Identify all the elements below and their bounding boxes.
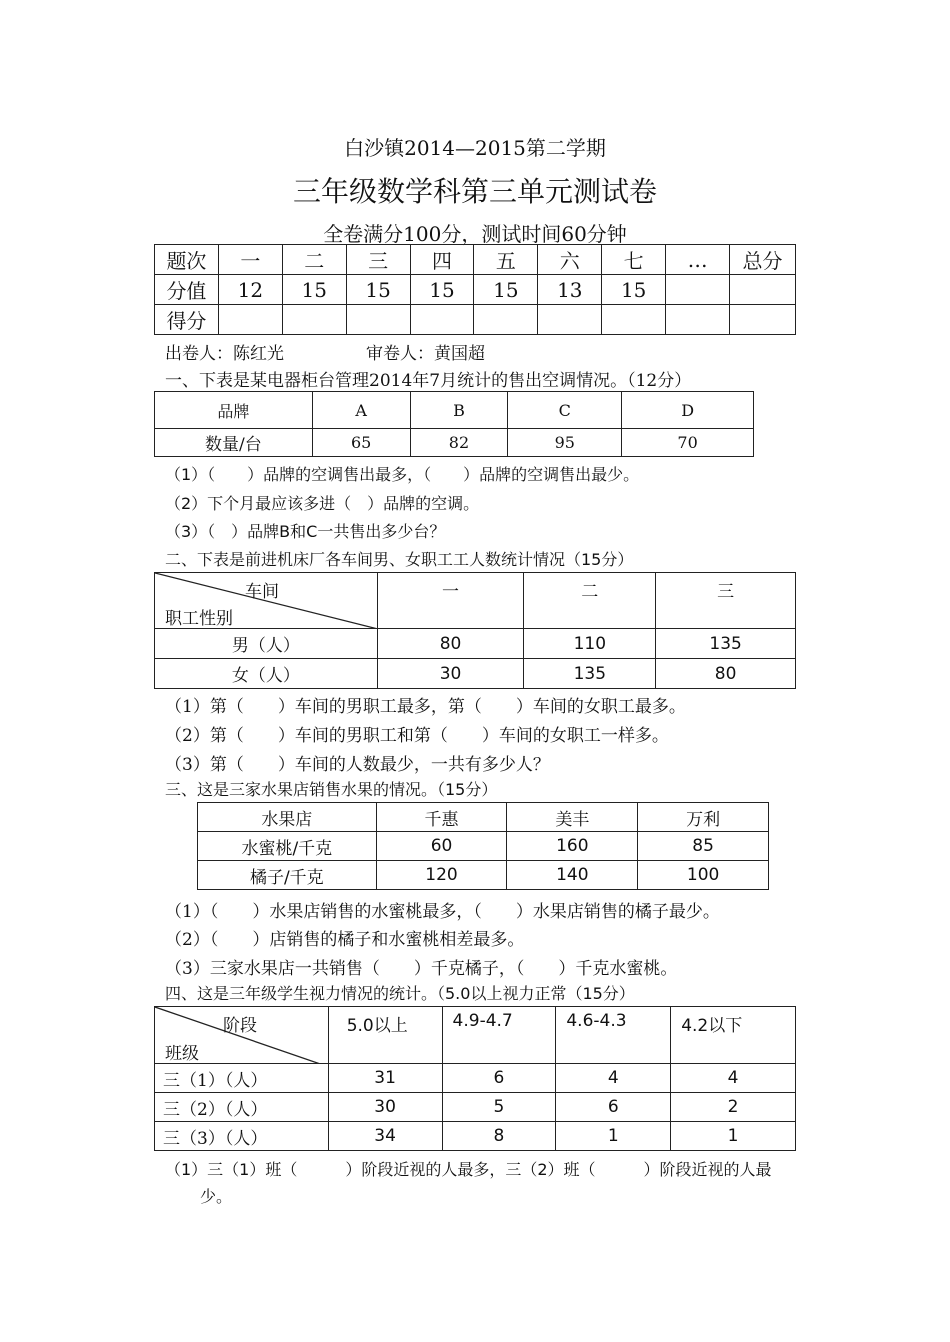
column-header: 七 xyxy=(602,245,666,275)
quantity-cell: 82 xyxy=(410,429,508,457)
score-blank[interactable] xyxy=(730,305,796,335)
table-cell: 135 xyxy=(524,659,656,689)
score-value: 12 xyxy=(218,275,282,305)
score-blank[interactable] xyxy=(474,305,538,335)
question: （1）（ ）水果店销售的水蜜桃最多，（ ）水果店销售的橘子最少。 xyxy=(165,902,720,922)
workshop-header: 一 xyxy=(377,573,524,629)
score-blank[interactable] xyxy=(666,305,730,335)
score-value: 15 xyxy=(410,275,474,305)
question: （2）下个月最应该多进（ ）品牌的空调。 xyxy=(165,494,480,513)
column-header: … xyxy=(666,245,730,275)
column-header: 一 xyxy=(218,245,282,275)
corner-cell xyxy=(155,573,378,629)
score-blank[interactable] xyxy=(602,305,666,335)
corner-bottom-label: 班级 xyxy=(165,1044,199,1064)
school-term: 白沙镇2014—2015第二学期 xyxy=(344,136,606,160)
score-blank[interactable] xyxy=(346,305,410,335)
stage-header: 4.2以下 xyxy=(671,1007,796,1064)
column-header: 三 xyxy=(346,245,410,275)
row-label: 品牌 xyxy=(155,392,313,429)
column-header: 二 xyxy=(282,245,346,275)
stage-header: 4.6-4.3 xyxy=(556,1007,671,1064)
table-cell: 160 xyxy=(507,832,638,861)
row-label: 三（2）（人） xyxy=(155,1093,329,1122)
section4-heading: 四、这是三年级学生视力情况的统计。（5.0以上视力正常（15分） xyxy=(165,984,635,1003)
table-cell: 80 xyxy=(656,659,796,689)
section3-table xyxy=(197,802,769,890)
table-cell: 140 xyxy=(507,861,638,890)
section1-table xyxy=(154,391,754,457)
table-cell: 1 xyxy=(671,1122,796,1151)
section2-heading: 二、下表是前进机床厂各车间男、女职工工人数统计情况（15分） xyxy=(165,550,634,569)
table-cell: 135 xyxy=(656,629,796,659)
brand-cell: D xyxy=(622,392,754,429)
brand-cell: B xyxy=(410,392,508,429)
score-table xyxy=(154,244,796,335)
score-value: 15 xyxy=(474,275,538,305)
corner-top-label: 阶段 xyxy=(223,1016,257,1036)
score-value: 15 xyxy=(602,275,666,305)
question-continuation: 少。 xyxy=(200,1187,233,1206)
question: （1）（ ）品牌的空调售出最多，（ ）品牌的空调售出最少。 xyxy=(165,465,640,484)
table-cell: 85 xyxy=(638,832,769,861)
question: （1）三（1）班（ ）阶段近视的人最多，三（2）班（ ）阶段近视的人最 xyxy=(165,1160,772,1179)
row-label: 三（3）（人） xyxy=(155,1122,329,1151)
score-row-values xyxy=(155,275,796,305)
table-cell: 100 xyxy=(638,861,769,890)
workshop-header: 二 xyxy=(524,573,656,629)
reviewer: 审卷人：黄国超 xyxy=(366,344,485,364)
row-label: 题次 xyxy=(155,245,219,275)
table-cell: 120 xyxy=(376,861,507,890)
corner-bottom-label: 职工性别 xyxy=(165,609,233,629)
question: （3）第（ ）车间的人数最少，一共有多少人？ xyxy=(165,755,550,775)
question: （3）（ ）品牌B和C一共售出多少台？ xyxy=(165,522,446,541)
table-cell: 1 xyxy=(556,1122,671,1151)
row-label: 分值 xyxy=(155,275,219,305)
brand-cell: A xyxy=(312,392,410,429)
workshop-header: 三 xyxy=(656,573,796,629)
table-cell: 6 xyxy=(556,1093,671,1122)
table-cell: 4 xyxy=(556,1064,671,1093)
row-label: 三（1）（人） xyxy=(155,1064,329,1093)
table-cell: 5 xyxy=(442,1093,556,1122)
section4-table xyxy=(154,1006,796,1151)
stage-header: 4.9-4.7 xyxy=(442,1007,556,1064)
table-cell: 2 xyxy=(671,1093,796,1122)
table-cell: 30 xyxy=(377,659,524,689)
table-cell: 60 xyxy=(376,832,507,861)
page-subtitle: 全卷满分100分，测试时间60分钟 xyxy=(323,222,627,246)
score-value xyxy=(730,275,796,305)
section1-heading: 一、下表是某电器柜台管理2014年7月统计的售出空调情况。（12分） xyxy=(165,371,692,391)
corner-cell xyxy=(155,1007,329,1064)
column-header: 四 xyxy=(410,245,474,275)
score-row-header xyxy=(155,245,796,275)
score-value xyxy=(666,275,730,305)
table-cell: 80 xyxy=(377,629,524,659)
shop-header: 万利 xyxy=(638,803,769,832)
question: （2）（ ）店销售的橘子和水蜜桃相差最多。 xyxy=(165,930,525,950)
quantity-cell: 65 xyxy=(312,429,410,457)
row-label: 橘子/千克 xyxy=(198,861,377,890)
score-value: 15 xyxy=(282,275,346,305)
question: （2）第（ ）车间的男职工和第（ ）车间的女职工一样多。 xyxy=(165,726,669,746)
row-label: 数量/台 xyxy=(155,429,313,457)
score-value: 15 xyxy=(346,275,410,305)
table-cell: 4 xyxy=(671,1064,796,1093)
setter: 出卷人：陈红光 xyxy=(165,344,284,364)
corner-cell: 水果店 xyxy=(198,803,377,832)
column-header: 总分 xyxy=(730,245,796,275)
corner-top-label: 车间 xyxy=(245,582,279,602)
shop-header: 千惠 xyxy=(376,803,507,832)
column-header: 六 xyxy=(538,245,602,275)
shop-header: 美丰 xyxy=(507,803,638,832)
score-blank[interactable] xyxy=(410,305,474,335)
table-cell: 8 xyxy=(442,1122,556,1151)
page-title: 三年级数学科第三单元测试卷 xyxy=(292,175,657,208)
question: （3）三家水果店一共销售（ ）千克橘子，（ ）千克水蜜桃。 xyxy=(165,959,678,979)
row-label: 得分 xyxy=(155,305,219,335)
row-label: 女（人） xyxy=(155,659,378,689)
question: （1）第（ ）车间的男职工最多，第（ ）车间的女职工最多。 xyxy=(165,697,686,717)
section3-heading: 三、这是三家水果店销售水果的情况。（15分） xyxy=(165,780,498,799)
row-label: 男（人） xyxy=(155,629,378,659)
score-value: 13 xyxy=(538,275,602,305)
table-cell: 6 xyxy=(442,1064,556,1093)
quantity-cell: 70 xyxy=(622,429,754,457)
section2-table xyxy=(154,572,796,689)
quantity-cell: 95 xyxy=(508,429,622,457)
score-blank[interactable] xyxy=(282,305,346,335)
row-label: 水蜜桃/千克 xyxy=(198,832,377,861)
column-header: 五 xyxy=(474,245,538,275)
table-cell: 31 xyxy=(328,1064,442,1093)
score-blank[interactable] xyxy=(538,305,602,335)
table-cell: 34 xyxy=(328,1122,442,1151)
brand-cell: C xyxy=(508,392,622,429)
table-cell: 30 xyxy=(328,1093,442,1122)
score-blank[interactable] xyxy=(218,305,282,335)
score-row-obtained xyxy=(155,305,796,335)
stage-header: 5.0以上 xyxy=(328,1007,442,1064)
table-cell: 110 xyxy=(524,629,656,659)
